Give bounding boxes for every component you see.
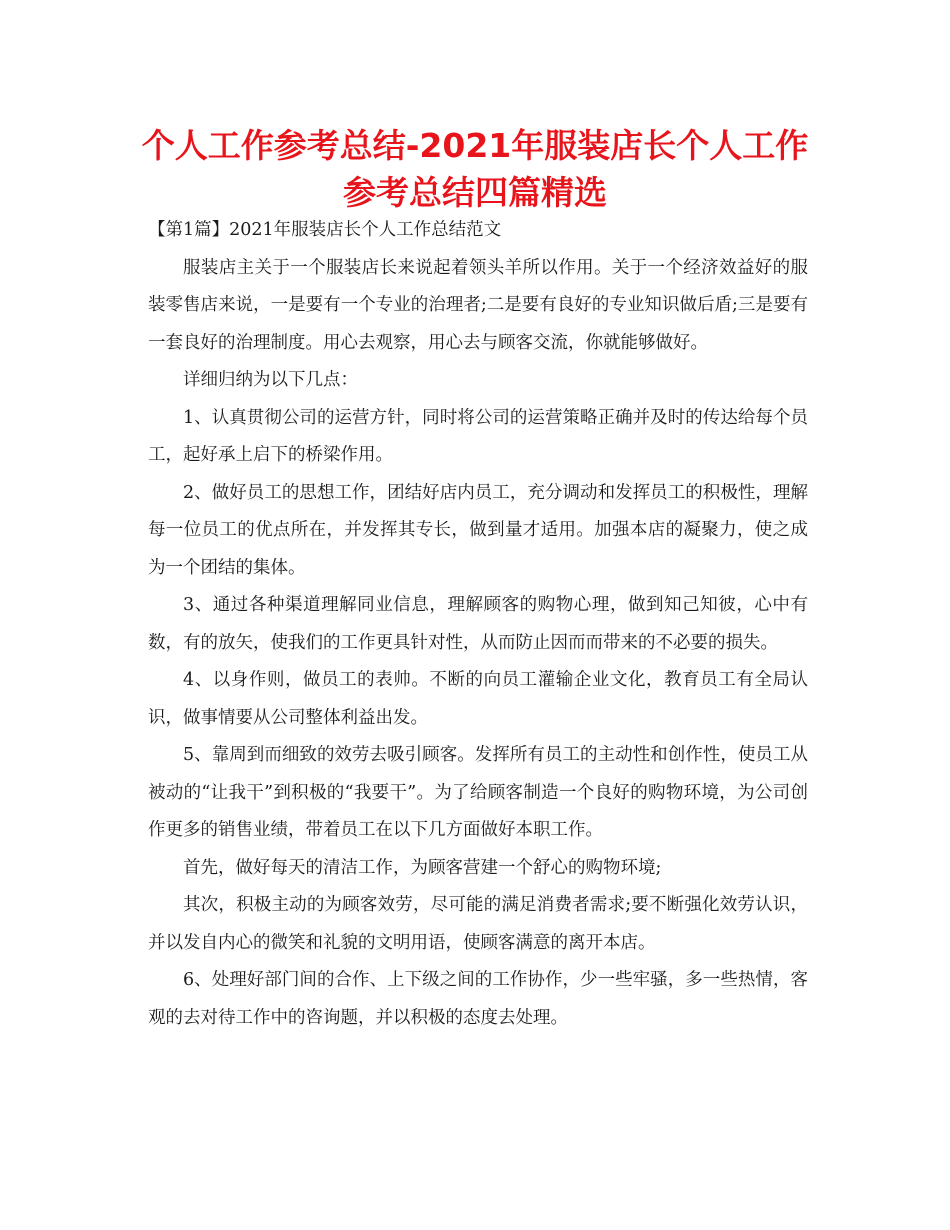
paragraph-point-2: 2、做好员工的思想工作，团结好店内员工，充分调动和发挥员工的积极性，理解每一位员工的优点所在，并发挥其专长，做到量才适用。加强本店的凝聚力，使之成为一个团结的集体。 — [148, 482, 808, 578]
paragraph-point-3: 3、通过各种渠道理解同业信息，理解顾客的购物心理，做到知己知彼，心中有数，有的放矢，使我们的工作更具针对性，从而防止因而而带来的不必要的损失。 — [148, 595, 808, 653]
paragraph-point-5: 5、靠周到而细致的效劳去吸引顾客。发挥所有员工的主动性和创作性，使员工从被动的“让我干”到积极的“我要干”。为了给顾客制造一个良好的购物环境，为公司创作更多的销售业绩，带着员工在以下几方面做好本职工作。 — [148, 745, 808, 840]
document-title: 个人工作参考总结-2021年服装店长个人工作参考总结四篇精选 — [141, 126, 809, 212]
paragraph-point-6: 6、处理好部门间的合作、上下级之间的工作协作，少一些牢骚，多一些热情，客观的去对待工作中的咨询题，并以积极的态度去处理。 — [148, 970, 808, 1028]
paragraph-intro: 服装店主关于一个服装店长来说起着领头羊所以作用。关于一个经济效益好的服装零售店来说，一是要有一个专业的治理者;二是要有良好的专业知识做后盾;三是要有一套良好的治理制度。用心去观察，用心去与顾客交流，你就能够做好。 — [148, 257, 808, 353]
paragraph-summary-lead: 详细归纳为以下几点： — [183, 370, 358, 390]
paragraph-point-1: 1、认真贯彻公司的运营方针，同时将公司的运营策略正确并及时的传达给每个员工，起好承上启下的桥梁作用。 — [148, 407, 808, 465]
document-body — [148, 212, 808, 1037]
paragraph-point-4: 4、以身作则，做员工的表帅。不断的向员工灌输企业文化，教育员工有全局认识，做事情要从公司整体利益出发。 — [148, 670, 808, 728]
paragraph-first: 首先，做好每天的清洁工作，为顾客营建一个舒心的购物环境; — [183, 857, 662, 878]
section-heading: 【第1篇】2021年服装店长个人工作总结范文 — [148, 220, 502, 240]
paragraph-second: 其次，积极主动的为顾客效劳，尽可能的满足消费者需求;要不断强化效劳认识，并以发自内心的微笑和礼貌的文明用语，使顾客满意的离开本店。 — [148, 895, 808, 953]
